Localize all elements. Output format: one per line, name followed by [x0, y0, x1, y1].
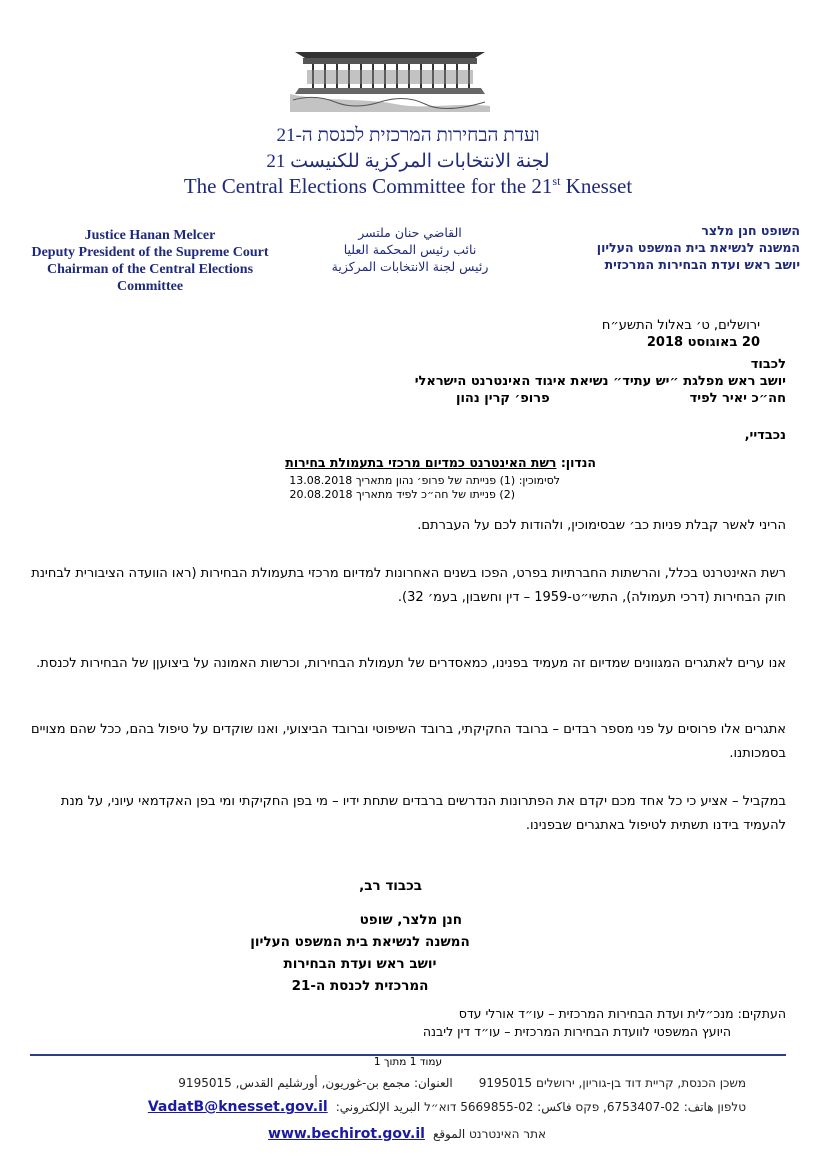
en-title-2: Chairman of the Central Elections: [46, 262, 254, 277]
body-paragraph-5: במקביל – אציע כי כל אחד מכם יקדם את הפתרונות הנדרשים ברבדים שתחת ידיו – מי בפן החקיקתי ומי בפן האקדמאי עיוני, על מנת להעמיד בידנו תשתית לטיפול באתגרים שבפנינו.: [60, 794, 786, 833]
he-name: השופט חנן מלצר: [701, 223, 800, 238]
email-link[interactable]: VadatB@knesset.gov.il: [147, 1099, 328, 1115]
footer-website: אתר האינטרנט الموقع www.bechirot.gov.il: [268, 1126, 546, 1142]
committee-title-english: The Central Elections Committee for the 21st Knesset: [183, 174, 633, 198]
en-name: Justice Hanan Melcer: [84, 228, 216, 243]
ar-title-2: رئيس لجنة الانتخابات المركزية: [331, 259, 489, 274]
committee-title-arabic: لجنة الانتخابات المركزية للكنيست 21: [266, 151, 550, 172]
en-title-3: Committee: [116, 279, 184, 294]
ar-name: القاضي حنان ملتسر: [358, 225, 462, 240]
page-number: עמוד 1 מתוך 1: [373, 1056, 443, 1068]
committee-title-hebrew: ועדת הבחירות המרכזית לכנסת ה-21: [276, 125, 540, 146]
body-paragraph-2: רשת האינטרנט בכלל, והרשתות החברתיות בפרט, הפכו בשנים האחרונות למדיום מרכזי בתעמולת הבחירות (ראו הוועדה הציבורית לבחינת חוק הבחירות (דרכי תעמולה), התשי״ט-1959 – דין וחשבון, בעמ׳ 32).: [31, 566, 786, 605]
copies-block: העתקים: מנכ״לית ועדת הבחירות המרכזית – עו״ד אורלי עדס היועץ המשפטי לוועדת הבחירות המרכזית – עו״ד דין ליבנה: [422, 1006, 786, 1039]
ar-title-1: نائب رئيس المحكمة العليا: [343, 242, 477, 257]
body-paragraph-3: אנו ערים לאתגרים המגוונים שמדיום זה מעמיד בפנינו, כמאסדרים של תעמולת הבחירות, וכרשות האמונה על ביצועןן של הבחירות לכנסת.: [36, 656, 786, 671]
salutation: נכבדיי,: [744, 428, 786, 443]
reference-1: לסימוכין: (1) פנייתה של פרופ׳ נהון מתאריך 13.08.2018: [289, 474, 560, 487]
signature-header-english: [5, 227, 295, 295]
en-title-1: Deputy President of the Supreme Court: [31, 245, 269, 260]
signature-header-arabic: [310, 224, 510, 275]
footer-contact: טלפון هاتف: 02-6753407, פקס فاكس: 02-5669855 דוא״ל البريد الإلكتروني: VadatB@knesset.gov.il: [147, 1099, 746, 1115]
he-title-1: המשנה לנשיאת בית המשפט העליון: [596, 240, 800, 255]
he-title-2: יושב ראש ועדת הבחירות המרכזית: [604, 257, 800, 272]
letter-date: ירושלים, ט׳ באלול התשע״ח 20 באוגוסט 2018: [601, 318, 760, 350]
body-paragraph-1: הריני לאשר קבלת פניות כב׳ שבסימוכין, ולהודות לכם על העברתם.: [417, 518, 786, 533]
body-paragraph-4: אתגרים אלו פרוסים על פני מספר רבדים – ברובד החקיקתי, ברובד השיפוטי וברובד הביצועי, ואנו שוקדים על טיפול בהם, ככל שהם מצויים בסמכותנו.: [31, 722, 786, 761]
subject-line: הנדון: רשת האינטרנט כמדיום מרכזי בתעמולת בחירות: [285, 455, 596, 470]
website-link[interactable]: www.bechirot.gov.il: [268, 1126, 425, 1142]
addressee-block: לכבוד יושב ראש מפלגת ״יש עתיד״ נשיאת איגוד האינטרנט הישראלי חה״כ יאיר לפיד פרופ׳ קרין נהון: [414, 357, 786, 406]
footer-address: משכן הכנסת, קריית דוד בן-גוריון, ירושלים 9195015 العنوان: مجمع بن-غوريون, أورشليم القدس, 9195015: [178, 1076, 746, 1090]
knesset-building-emblem: [285, 40, 495, 118]
signature-header-hebrew: [535, 222, 800, 273]
reference-2: (2) פנייתו של חה״כ לפיד מתאריך 20.08.2018: [289, 488, 515, 501]
closing-signature: בכבוד רב, חנן מלצר, שופט המשנה לנשיאת בית המשפט העליון יושב ראש ועדת הבחירות המרכזית לכנסת ה-21: [250, 878, 470, 994]
